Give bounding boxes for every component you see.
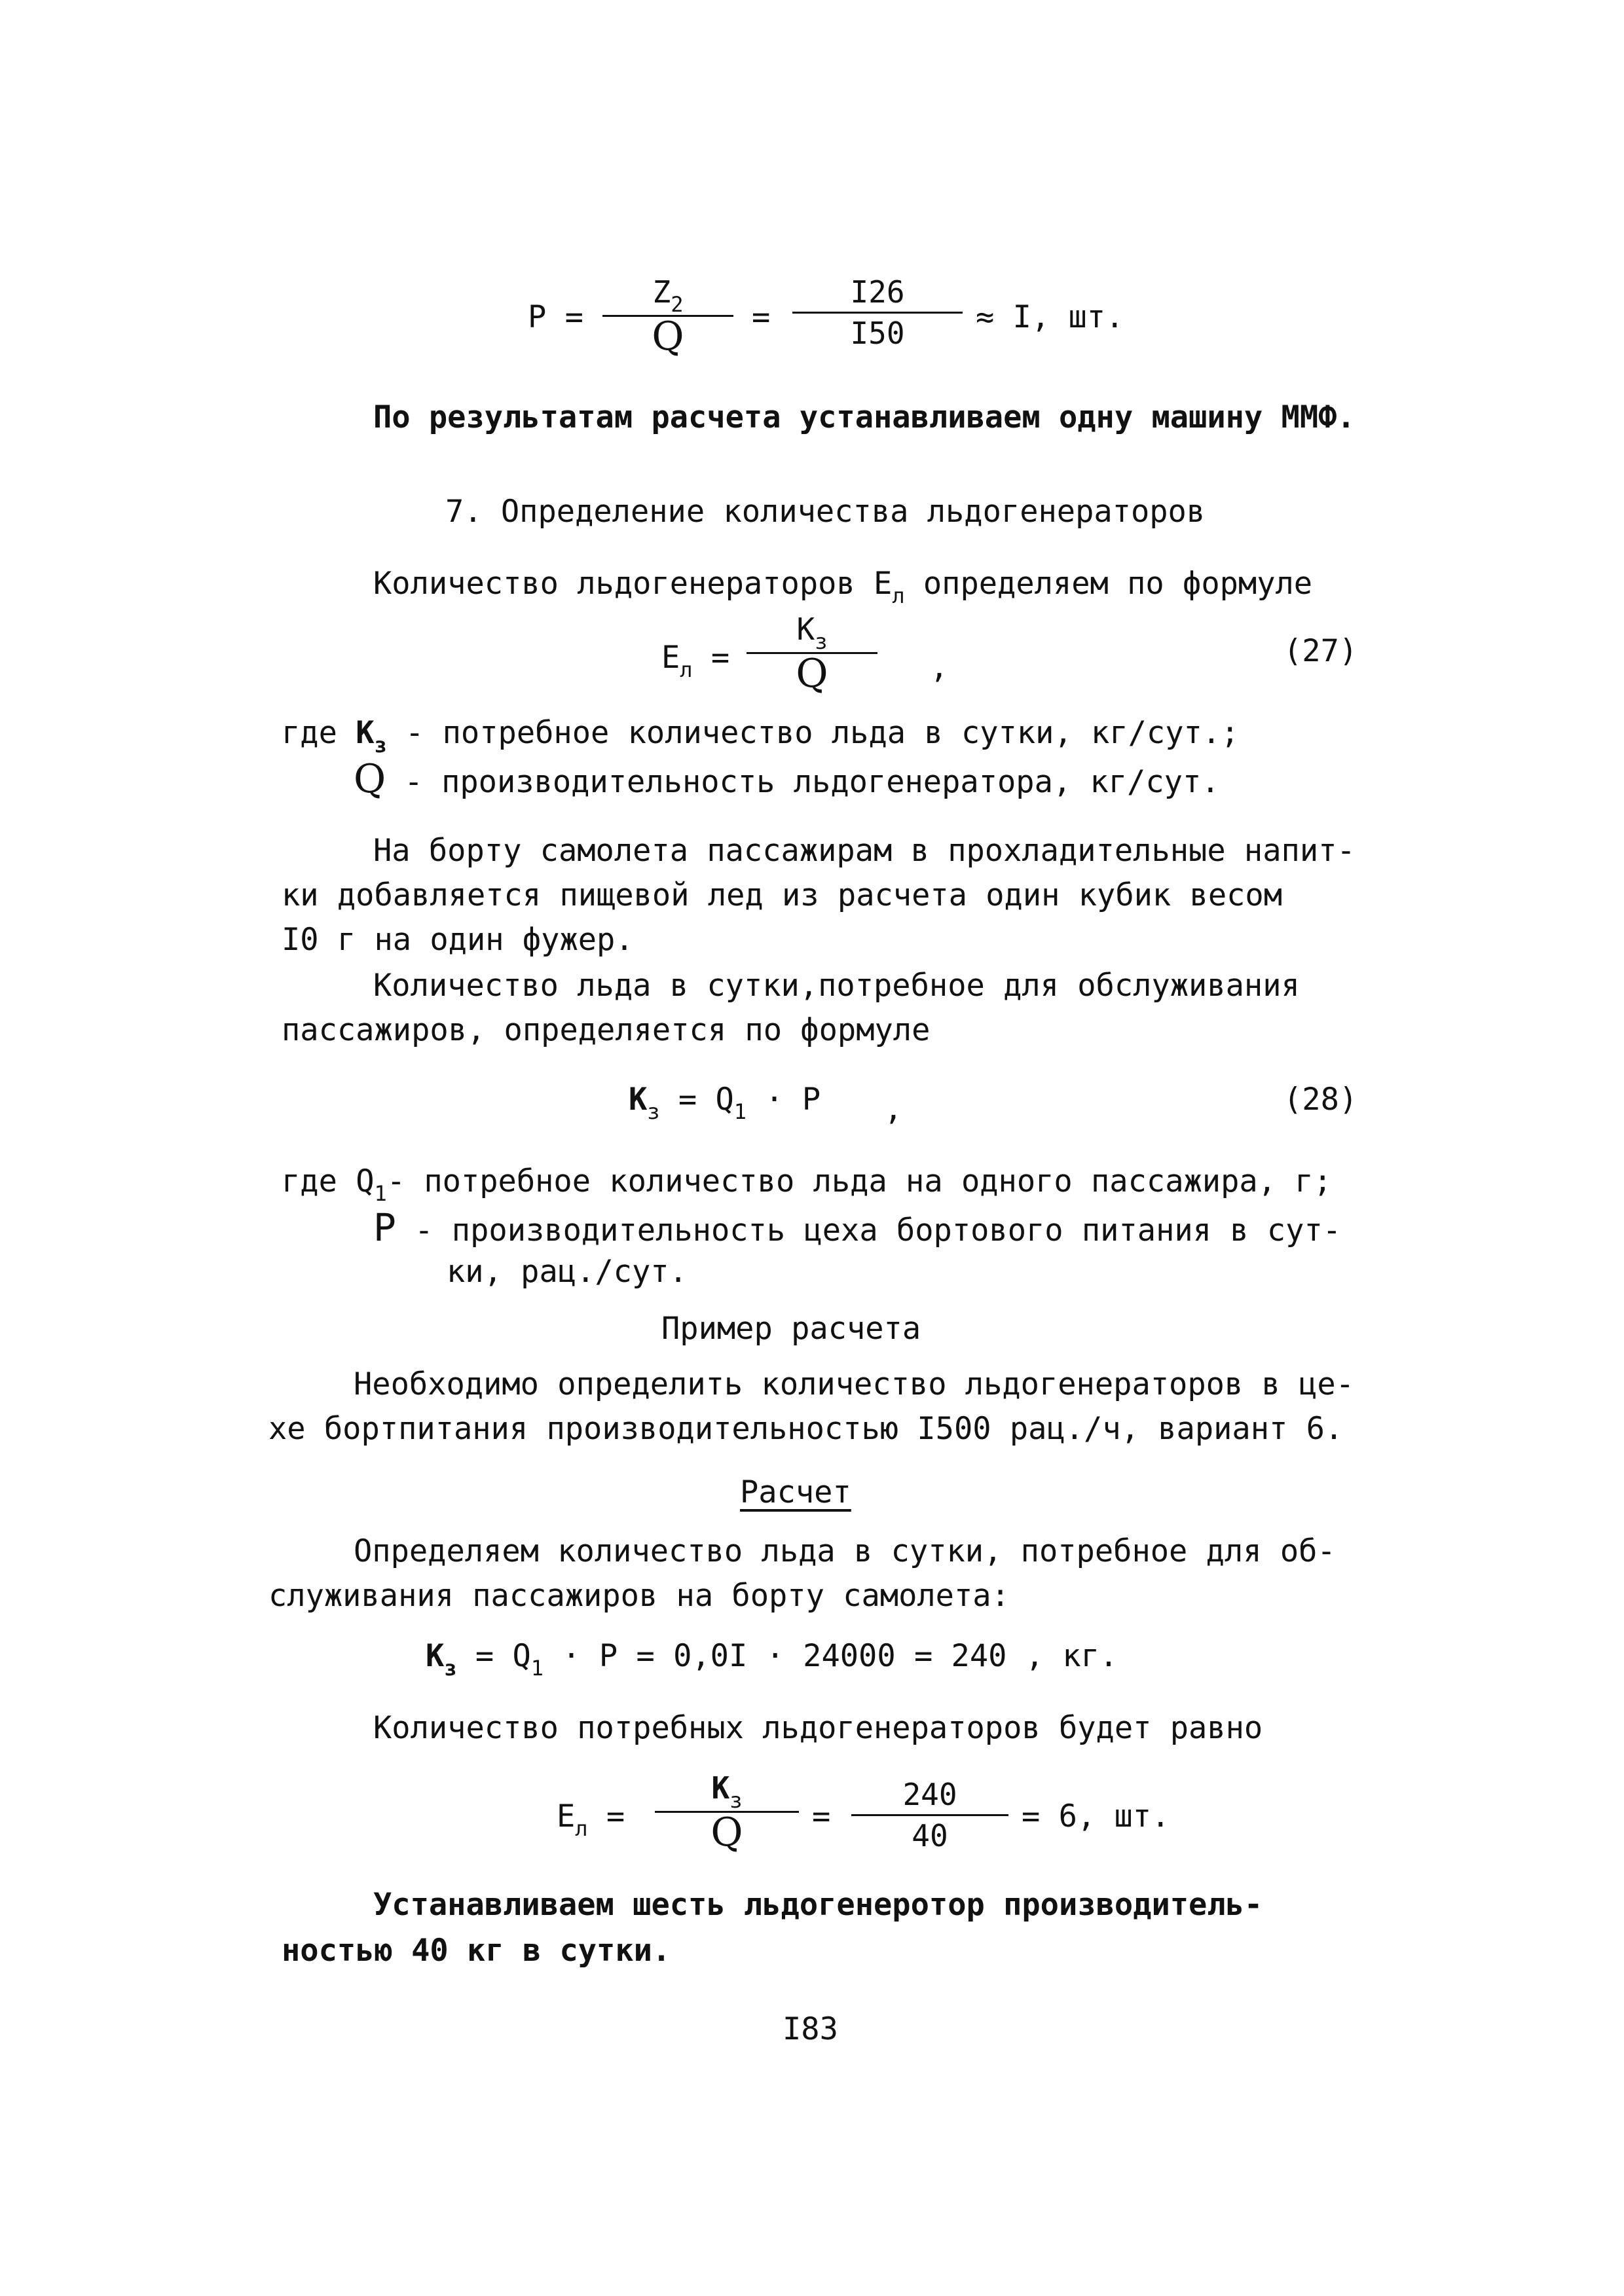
- task-line2: хе бортпитания производительностью I500 рац./ч, вариант 6.: [268, 1411, 1344, 1447]
- final-eq: =: [606, 1798, 625, 1834]
- final-fraction2: [851, 1777, 1008, 1854]
- formula28-expr: [629, 1080, 821, 1122]
- final-num2: 240: [851, 1777, 1008, 1816]
- formula-p-num-sub: 2: [671, 292, 684, 317]
- calc-formula-lhs: K: [426, 1638, 445, 1674]
- formula-p-lhs: P =: [528, 299, 583, 335]
- final-num-sub: з: [729, 1788, 743, 1813]
- conclusion-line2: ностью 40 кг в сутки.: [282, 1933, 671, 1969]
- formula28-rhs: = Q: [678, 1082, 734, 1118]
- para2-line1: Количество льда в сутки,потребное для обслуживания: [373, 968, 1300, 1004]
- where28-gde: где: [282, 1163, 337, 1199]
- final-lhs: [557, 1797, 625, 1839]
- formula27-comma: ,: [930, 649, 949, 685]
- where28-p-desc: - производительность цеха бортового питания в сут-: [415, 1212, 1342, 1248]
- where28-line1: [282, 1162, 1332, 1204]
- where27-line2: [354, 756, 1220, 802]
- where27-q: Q: [354, 756, 386, 802]
- formula-p-num2: I26: [792, 275, 963, 314]
- formula27-number: (27): [1283, 633, 1358, 669]
- page-number: I83: [783, 2011, 838, 2047]
- formula28-rhs-sub: 1: [733, 1099, 747, 1124]
- el-intro-text2: определяем по формуле: [923, 566, 1313, 602]
- where27-kz: K: [356, 715, 375, 751]
- calc-formula-rhs2: · P = 0,0I · 24000 = 240 , кг.: [562, 1638, 1118, 1674]
- where27-line1: [282, 714, 1239, 756]
- result-line: По результатам расчета устанавливаем одну машину ММФ.: [373, 399, 1356, 435]
- formula28-lhs: K: [629, 1082, 648, 1118]
- where28-p: P: [373, 1205, 396, 1250]
- para1-line1: На борту самолета пассажирам в прохладительные напит-: [373, 833, 1356, 869]
- example-title: Пример расчета: [661, 1311, 921, 1347]
- formula-p-result: ≈ I, шт.: [976, 299, 1124, 335]
- calc2-line: Количество потребных льдогенераторов будет равно: [373, 1710, 1263, 1746]
- where28-q1-sub: 1: [374, 1181, 387, 1206]
- formula-p-fraction2: [792, 275, 963, 352]
- formula28-rhs2: · P: [765, 1082, 821, 1118]
- formula27-num: K: [796, 611, 815, 647]
- formula27-eq: =: [710, 640, 730, 676]
- final-eq2: =: [812, 1798, 831, 1834]
- el-intro-text: Количество льдогенераторов: [373, 566, 855, 602]
- formula27-num-sub: з: [815, 629, 828, 654]
- where28-q1: Q: [356, 1163, 375, 1199]
- calc1-line2: служивания пассажиров на борту самолета:: [268, 1578, 1010, 1614]
- formula28-number: (28): [1283, 1082, 1358, 1118]
- calc-title: Расчет: [740, 1474, 851, 1510]
- where28-line2: [373, 1205, 1342, 1250]
- final-fraction1: [655, 1770, 799, 1855]
- el-symbol-sub: л: [892, 583, 905, 608]
- where28-line3: ки, рац./сут.: [447, 1254, 688, 1290]
- formula28-comma: ,: [884, 1091, 903, 1127]
- para2-line2: пассажиров, определяется по формуле: [282, 1012, 931, 1048]
- final-den: Q: [710, 1810, 743, 1855]
- formula27-den: Q: [796, 651, 828, 697]
- calc-formula-lhs-sub: з: [444, 1656, 457, 1681]
- final-lhs-symbol: E: [557, 1798, 576, 1834]
- formula-p-den: Q: [652, 314, 684, 359]
- calc-formula: [426, 1637, 1118, 1679]
- el-intro-line: [373, 564, 1312, 606]
- final-result: = 6, шт.: [1022, 1798, 1170, 1834]
- formula28-lhs-sub: з: [647, 1099, 660, 1124]
- formula27-lhs-symbol: E: [661, 640, 680, 676]
- where27-gde: где: [282, 715, 337, 751]
- where27-kz-sub: з: [374, 733, 387, 757]
- formula-p-num: Z: [652, 274, 671, 310]
- where28-q1-desc: - потребное количество льда на одного пассажира, г;: [386, 1163, 1332, 1199]
- task-line1: Необходимо определить количество льдогенераторов в це-: [354, 1366, 1355, 1402]
- para1-line2: ки добавляется пищевой лед из расчета один кубик весом: [282, 877, 1283, 913]
- conclusion-line1: Устанавливаем шесть льдогенеротор производитель-: [373, 1887, 1263, 1923]
- formula27-lhs: [661, 638, 729, 680]
- formula27-fraction: [747, 611, 877, 697]
- section-title: 7. Определение количества льдогенераторов: [445, 494, 1206, 530]
- final-den2: 40: [912, 1818, 948, 1853]
- where27-q-desc: - производительность льдогенератора, кг/сут.: [404, 764, 1220, 800]
- final-lhs-sub: л: [575, 1816, 588, 1841]
- calc-formula-rhs-sub: 1: [530, 1656, 544, 1681]
- formula-p-eq: =: [752, 299, 771, 335]
- para1-line3: I0 г на один фужер.: [282, 922, 634, 958]
- calc1-line1: Определяем количество льда в сутки, потребное для об-: [354, 1533, 1336, 1569]
- formula-p-fraction1: [602, 274, 733, 359]
- where27-kz-desc: - потребное количество льда в сутки, кг/сут.;: [405, 715, 1240, 751]
- final-num: K: [711, 1770, 730, 1806]
- formula-p-den2: I50: [850, 316, 905, 351]
- formula27-lhs-sub: л: [680, 657, 693, 682]
- calc-formula-rhs: = Q: [475, 1638, 531, 1674]
- el-symbol: E: [874, 566, 893, 602]
